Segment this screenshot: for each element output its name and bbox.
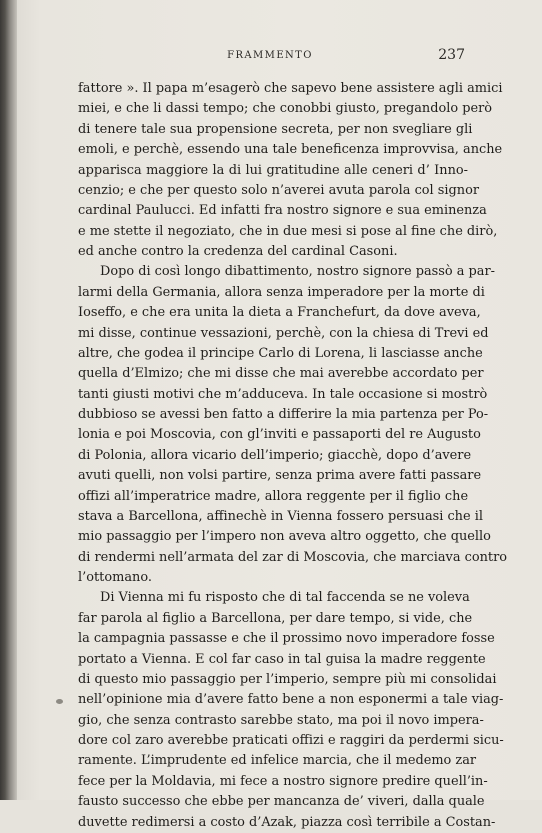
text-line: cardinal Paulucci. Ed infatti fra nostro signore e sua eminenza — [78, 203, 487, 219]
text-line: ed anche contro la credenza del cardinal Casoni. — [78, 244, 398, 259]
text-line: mio passaggio per l’impero non aveva altro oggetto, che quello — [78, 529, 491, 545]
text-line: fausto successo che ebbe per mancanza de’ viveri, dalla quale — [78, 794, 485, 810]
text-line: miei, e che li dassi tempo; che conobbi giusto, pregandolo però — [78, 101, 493, 117]
text-line: gio, che senza contrasto sarebbe stato, ma poi il novo impera- — [78, 712, 484, 728]
text-line: di Polonia, allora vicario dell’imperio; giacchè, dopo d’avere — [78, 447, 472, 463]
text-line: fece per la Moldavia, mi fece a nostro signore predire quell’in- — [78, 773, 488, 789]
binding-gutter — [0, 0, 17, 800]
text-line: avuti quelli, non volsi partire, senza prima avere fatti passare — [78, 468, 482, 484]
text-line: di rendermi nell’armata del zar di Moscovia, che marciava contro — [78, 549, 507, 565]
text-line: dore col zaro averebbe praticati offizi e raggiri da perdermi sicu- — [78, 733, 504, 748]
text-line: stava a Barcellona, affinechè in Vienna fossero persuasi che il — [78, 508, 483, 524]
text-line: di questo mio passaggio per l’imperio, sempre più mi consolidai — [78, 671, 497, 687]
text-line: mi disse, continue vessazioni, perchè, con la chiesa di Trevi ed — [78, 325, 489, 341]
text-line: lonia e poi Moscovia, con gl’inviti e passaporti del re Augusto — [78, 427, 481, 443]
text-line: tanti giusti motivi che m’adduceva. In tale occasione si mostrò — [78, 386, 488, 402]
text-line: fattore ». Il papa m’esagerò che sapevo bene assistere agli amici — [78, 81, 503, 96]
text-line: nell’opinione mia d’avere fatto bene a non esponermi a tale viag- — [78, 692, 504, 708]
text-line: portato a Vienna. E col far caso in tal guisa la madre reggente — [78, 651, 486, 667]
running-title: FRAMMENTO — [227, 50, 313, 61]
text-line: di tenere tale sua propensione secreta, per non svegliare gli — [78, 121, 473, 137]
text-line: altre, che godea il principe Carlo di Lorena, li lasciasse anche — [78, 345, 483, 361]
text-line: duvette redimersi a costo d’Azak, piazza così terribile a Costan- — [78, 814, 496, 830]
text-line: quella d’Elmizo; che mi disse che mai averebbe accordato per — [78, 366, 484, 382]
text-line: l’ottomano. — [78, 570, 152, 585]
text-line: larmi della Germania, allora senza imperadore per la morte di — [78, 284, 485, 300]
text-line: dubbioso se avessi ben fatto a differire la mia partenza per Po- — [78, 407, 489, 422]
text-line: emoli, e perchè, essendo una tale beneficenza improvvisa, anche — [78, 142, 503, 158]
page-number: 237 — [438, 47, 465, 63]
text-line: Ioseffo, e che era unita la dieta a Franchefurt, da dove aveva, — [78, 305, 481, 321]
text-line: cenzio; e che per questo solo n’averei avuta parola col signor — [78, 182, 479, 198]
text-line: Dopo di così longo dibattimento, nostro signore passò a par- — [100, 264, 495, 280]
text-line: ramente. L’imprudente ed infelice marcia, che il medemo zar — [78, 753, 477, 769]
text-line: e me stette il negoziato, che in due mesi si pose al fine che dirò, — [78, 223, 498, 239]
body-text — [78, 79, 507, 833]
text-line: apparisca maggiore la di lui gratitudine alle ceneri d’ Inno- — [78, 162, 468, 178]
text-line: offizi all’imperatrice madre, allora reggente per il figlio che — [78, 488, 469, 504]
running-head — [75, 48, 465, 64]
text-line: Di Vienna mi fu risposto che di tal faccenda se ne voleva — [100, 590, 470, 606]
text-line: la campagnia passasse e che il prossimo novo imperadore fosse — [78, 631, 495, 647]
text-line: far parola al figlio a Barcellona, per dare tempo, si vide, che — [78, 610, 473, 626]
ink-speck — [56, 699, 63, 704]
